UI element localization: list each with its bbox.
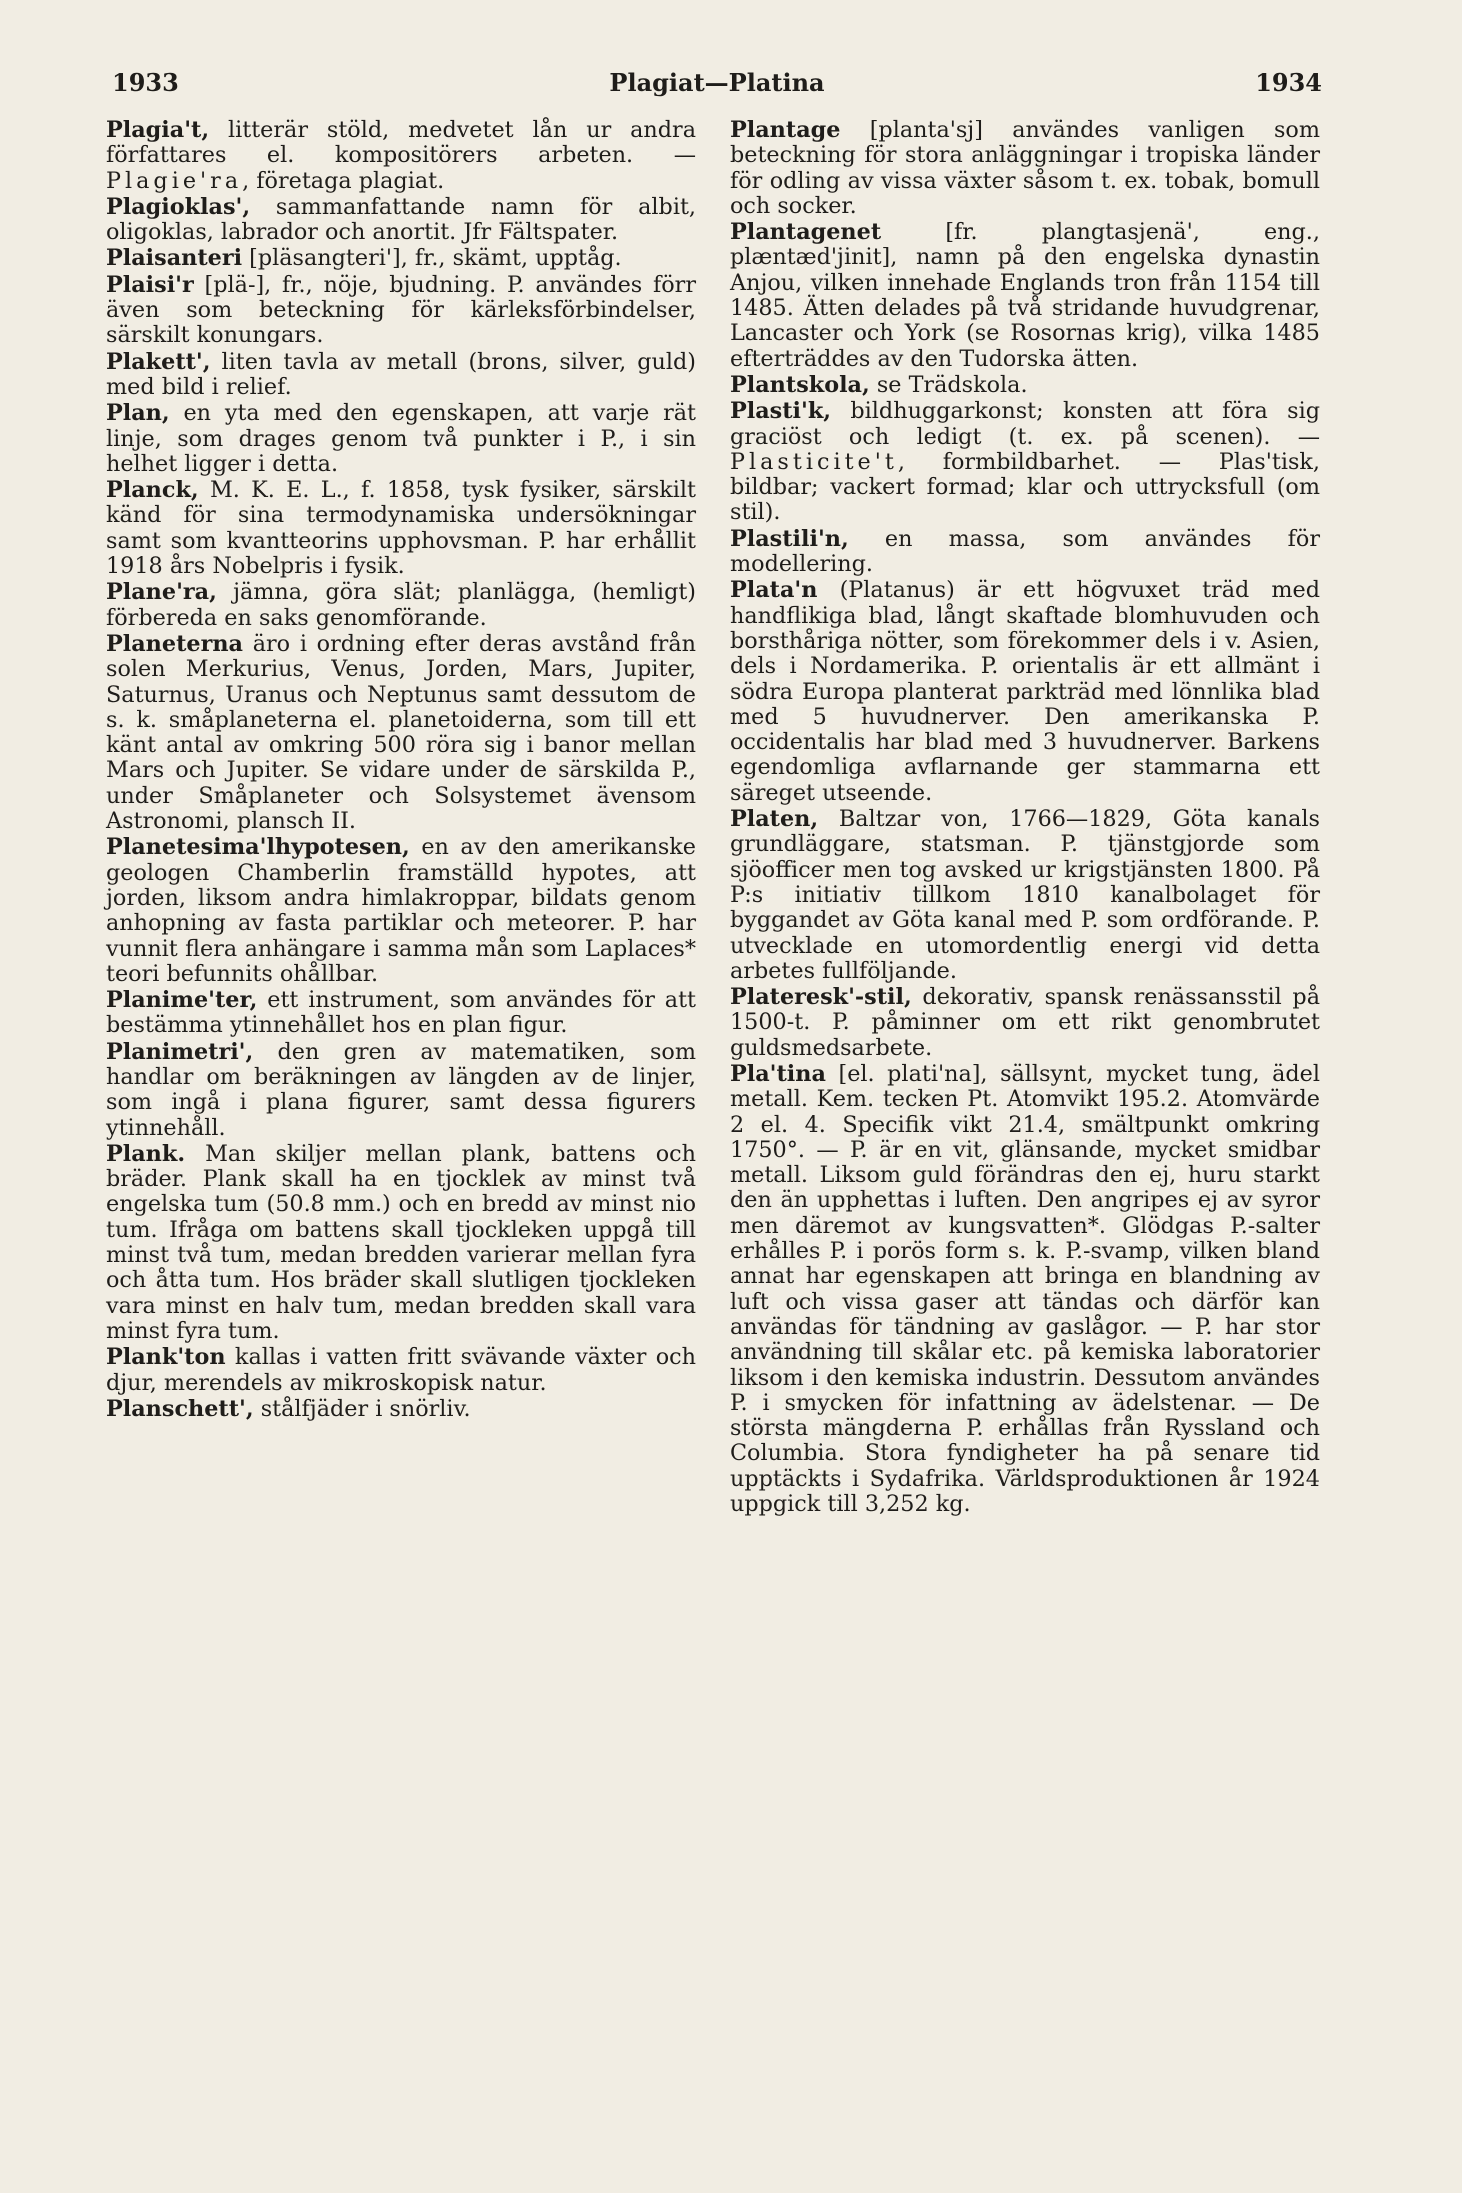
entry-headword: Plank'ton — [106, 1344, 226, 1371]
entry-text: bildhuggarkonst; konsten att föra sig graciöst och ledigt (t. ex. på scenen). — — [730, 398, 1320, 450]
entry-text: (Platanus) är ett högvuxet träd med handflikiga blad, långt skaftade blomhuvuden och borsthåriga nötter, som förekommer dels i v. Asien, dels i Nordamerika. P. orientalis är ett allmänt i södra Europa planterat parkträd med lönnlika blad med 5 huvudnerver. Den amerikanska P. occidentalis har blad med 3 huvudnerver. Barkens egendomliga avflarnande ger stammarna ett säreget utseende. — [730, 577, 1320, 806]
entry-text: en av den amerikanske geologen Chamberlin framställd hypotes, att jorden, liksom andra himlakroppar, bildats genom anhopning av fasta partiklar och meteorer. P. har vunnit flera anhängare i samma mån som Laplaces* teori befunnits ohållbar. — [106, 834, 696, 987]
entry-headword: Plane'ra, — [106, 579, 217, 606]
entry-text: kallas i vatten fritt svävande växter och djur, merendels av mikroskopisk natur. — [106, 1344, 696, 1396]
entry-headword: Plantage — [730, 117, 841, 143]
page-number-left: 1933 — [112, 68, 179, 97]
right-column — [730, 118, 1320, 1518]
dictionary-entry — [106, 246, 696, 271]
entry-text-tail: , formbildbarhet. — Plas'tisk, bildbar; vackert formad; klar och uttrycksfull (om stil). — [730, 448, 1320, 526]
entry-text: [plä-], fr., nöje, bjudning. P. användes förr även som beteckning för kärleksförbindelser, särskilt konungars. — [106, 271, 696, 349]
entry-text: stålfjäder i snörliv. — [253, 1395, 471, 1422]
dictionary-entry — [730, 118, 1320, 219]
entry-headword: Plantskola, — [730, 371, 870, 398]
dictionary-entry — [106, 1345, 696, 1396]
entry-text: [el. plati'na], sällsynt, mycket tung, ädel metall. Kem. tecken Pt. Atomvikt 195.2. Atomvärde 2 el. 4. Specifik vikt 21.4, smältpunkt omkring 1750°. — P. är en vit, glänsande, mycket smidbar metall. Liksom guld förändras den ej, huru starkt den än upphettas i luften. Den angripes ej av syror men däremot av kungsvatten*. Glödgas P.-salter erhålles P. i porös form s. k. P.-svamp, vilken bland annat har egenskapen att bringa en blandning av luft och vissa gaser att tändas och därför kan användas för tändning av gaslågor. — P. har stor användning till skålar etc. på kemiska laboratorier liksom i den kemiska industrin. Dessutom användes P. i smycken för infattning av ädelstenar. — De största mängderna P. erhållas från Ryssland och Columbia. Stora fyndigheter ha på senare tid upptäckts i Sydafrika. Världsproduktionen år 1924 uppgick till 3,252 kg. — [730, 1060, 1320, 1518]
entry-headword: Platen, — [730, 806, 819, 833]
dictionary-entry — [730, 807, 1320, 984]
entry-text: den gren av matematiken, som handlar om beräkningen av längden av de linjer, som ingå i plana figurer, samt dessa figurers ytinnehåll. — [106, 1038, 696, 1141]
dictionary-entry — [730, 399, 1320, 525]
entry-text: dekorativ, spansk renässansstil på 1500-t. P. påminner om ett rikt genombrutet guldsmedsarbete. — [730, 984, 1320, 1061]
dictionary-entry — [106, 1142, 696, 1344]
entry-text-tail: , företaga plagiat. — [242, 167, 445, 194]
dictionary-entry — [106, 401, 696, 477]
entry-headword: Plan, — [106, 400, 170, 427]
dictionary-entry — [730, 1062, 1320, 1517]
dictionary-entry — [106, 478, 696, 579]
dictionary-entry — [730, 578, 1320, 806]
entry-text: Man skiljer mellan plank, battens och bräder. Plank skall ha en tjocklek av minst två engelska tum (50.8 mm.) och en bredd av minst nio tum. Ifråga om battens skall tjockleken uppgå till minst två tum, medan bredden varierar mellan fyra och åtta tum. Hos bräder skall slutligen tjockleken vara minst en halv tum, medan bredden skall vara minst fyra tum. — [106, 1140, 696, 1344]
entry-headword: Plaisi'r — [106, 271, 194, 298]
entry-text: litterär stöld, medvetet lån ur andra författares el. kompositörers arbeten. — — [106, 117, 696, 169]
dictionary-entry — [106, 835, 696, 987]
dictionary-entry — [106, 632, 696, 834]
entry-headword: Planck, — [106, 477, 199, 504]
entry-text: liten tavla av metall (brons, silver, guld) med bild i relief. — [106, 348, 696, 400]
entry-spaced-term: Plasticite't — [730, 448, 898, 475]
dictionary-entry — [730, 373, 1320, 398]
entry-text: sammanfattande namn för albit, oligoklas, labrador och anortit. Jfr Fältspater. — [106, 193, 696, 246]
dictionary-entry — [106, 350, 696, 401]
entry-headword: Pla'tina — [730, 1060, 826, 1087]
entry-headword: Planeterna — [106, 630, 243, 657]
entry-headword: Planimetri', — [106, 1038, 254, 1065]
entry-text: se Trädskola. — [869, 371, 1028, 398]
entry-headword: Plank. — [106, 1140, 186, 1167]
entry-text: [fr. plangtasjenä', eng., plæntæd'jinit], namn på den engelska dynastin Anjou, vilken innehade Englands tron från 1154 till 1485. Ätten delades på två stridande huvudgrenar, Lancaster och York (se Rosornas krig), vilka 1485 efterträddes av den Tudorska ätten. — [730, 219, 1320, 372]
entry-headword: Planime'ter, — [106, 987, 258, 1014]
dictionary-entry — [106, 580, 696, 631]
entry-headword: Plastili'n, — [730, 525, 849, 552]
entry-headword: Plasti'k, — [730, 398, 832, 425]
dictionary-entry — [106, 988, 696, 1039]
dictionary-entry — [106, 273, 696, 349]
entry-headword: Plateresk'-stil, — [730, 984, 912, 1011]
entry-headword: Plakett', — [106, 348, 211, 375]
dictionary-entry — [106, 1040, 696, 1141]
entry-text: äro i ordning efter deras avstånd från solen Merkurius, Venus, Jorden, Mars, Jupiter, Saturnus, Uranus och Neptunus samt dessutom de s. k. småplaneterna el. planetoiderna, som till ett känt antal av omkring 500 röra sig i banor mellan Mars och Jupiter. Se vidare under de särskilda P., under Småplaneter och Solsystemet ävensom Astronomi, plansch II. — [106, 630, 696, 835]
entry-headword: Planschett', — [106, 1395, 254, 1422]
entry-text: [planta'sj] användes vanligen som beteckning för stora anläggningar i tropiska länder för odling av vissa växter såsom t. ex. tobak, bomull och socker. — [730, 117, 1320, 219]
entry-headword: Plagioklas', — [106, 193, 251, 220]
running-title: Plagiat—Platina — [609, 68, 825, 97]
dictionary-entry — [730, 985, 1320, 1061]
entry-text: Baltzar von, 1766—1829, Göta kanals grundläggare, statsman. P. tjänstgjorde som sjöofficer men tog avsked ur krigstjänsten 1800. På P:s initiativ tillkom 1810 kanalbolaget för byggandet av Göta kanal med P. som ordförande. P. utvecklade en utomordentlig energi vid detta arbetes fullföljande. — [730, 806, 1320, 984]
page-header — [112, 68, 1322, 118]
dictionary-entry — [106, 1397, 696, 1422]
entry-text: ett instrument, som användes för att bestämma ytinnehållet hos en plan figur. — [106, 987, 696, 1039]
entry-text: [pläsangteri'], fr., skämt, upptåg. — [242, 245, 622, 272]
entry-headword: Planetesima'lhypotesen, — [106, 834, 410, 861]
dictionary-entry — [730, 220, 1320, 372]
page-number-right: 1934 — [1255, 68, 1322, 97]
left-column — [106, 118, 696, 1423]
entry-headword: Plantagenet — [730, 219, 882, 246]
entry-text: jämna, göra slät; planlägga, (hemligt) förbereda en saks genomförande. — [106, 579, 696, 631]
entry-text: M. K. E. L., f. 1858, tysk fysiker, särskilt känd för sina termodynamiska undersökningar samt som kvantteorins upphovsman. P. har erhållit 1918 års Nobelpris i fysik. — [106, 477, 696, 580]
entry-spaced-term: Plagie'ra — [106, 167, 243, 194]
entry-text: en yta med den egenskapen, att varje rät linje, som drages genom två punkter i P., i sin helhet ligger i detta. — [106, 400, 696, 477]
dictionary-entry — [730, 527, 1320, 578]
dictionary-entry — [106, 118, 696, 194]
entry-headword: Plagia't, — [106, 117, 210, 143]
dictionary-entry — [106, 195, 696, 246]
entry-headword: Plata'n — [730, 577, 818, 604]
entry-text: en massa, som användes för modellering. — [730, 525, 1320, 578]
entry-headword: Plaisanteri — [106, 245, 243, 272]
